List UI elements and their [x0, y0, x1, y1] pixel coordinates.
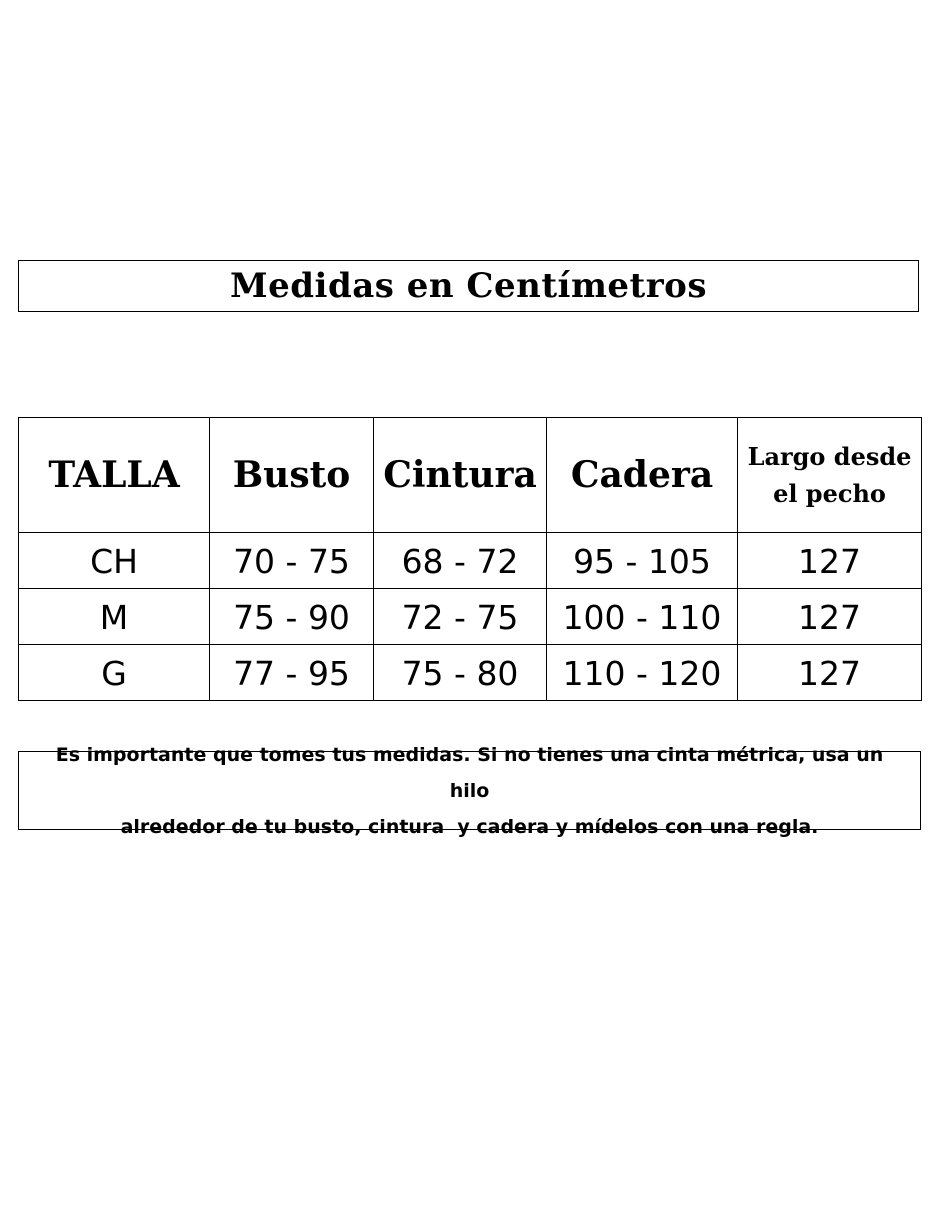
table-cell: 110 - 120: [547, 645, 738, 701]
table-row: [19, 589, 922, 645]
note-line-2: alrededor de tu busto, cintura y cadera y mídelos con una regla.: [120, 815, 819, 838]
measurement-note: [40, 737, 900, 845]
table-cell: 100 - 110: [547, 589, 738, 645]
column-header-cadera: Cadera: [547, 418, 738, 533]
table-cell: 95 - 105: [547, 533, 738, 589]
page-title: Medidas en Centímetros: [229, 266, 707, 306]
table-cell: 72 - 75: [374, 589, 547, 645]
table-cell: 70 - 75: [210, 533, 374, 589]
table-cell: 127: [738, 589, 922, 645]
table-cell: M: [19, 589, 210, 645]
table-row: [19, 645, 922, 701]
table-cell: CH: [19, 533, 210, 589]
size-chart-table: [18, 417, 922, 701]
table-header-row: [19, 418, 922, 533]
table-cell: 77 - 95: [210, 645, 374, 701]
title-box: [18, 260, 919, 312]
column-header-largo: Largo desde el pecho: [738, 418, 922, 533]
measurement-note-box: [18, 743, 921, 838]
table-cell: 68 - 72: [374, 533, 547, 589]
table-cell: G: [19, 645, 210, 701]
note-line-1: Es importante que tomes tus medidas. Si no tienes una cinta métrica, usa un hilo: [55, 743, 884, 802]
table-row: [19, 533, 922, 589]
table-cell: 75 - 90: [210, 589, 374, 645]
column-header-busto: Busto: [210, 418, 374, 533]
table-cell: 127: [738, 533, 922, 589]
table-cell: 127: [738, 645, 922, 701]
column-header-talla: TALLA: [19, 418, 210, 533]
table-cell: 75 - 80: [374, 645, 547, 701]
column-header-cintura: Cintura: [374, 418, 547, 533]
